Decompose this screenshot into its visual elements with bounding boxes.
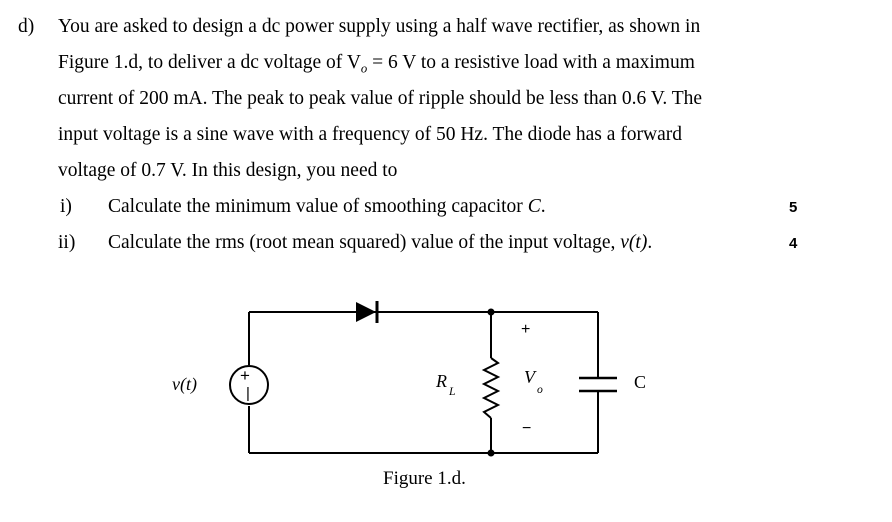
vo-minus-sign: − <box>522 420 532 437</box>
resistor-label: $R_L$ <box>436 371 456 399</box>
vo-label: $V_o$ <box>524 367 543 397</box>
source-label: v(t) <box>172 374 197 394</box>
part-i-text: Calculate the minimum value of smoothing capacitor C. <box>108 196 546 217</box>
question-label: d) <box>18 16 35 37</box>
question-line-5: voltage of 0.7 V. In this design, you need to <box>58 160 398 181</box>
question-line-4: input voltage is a sine wave with a frequency of 50 Hz. The diode has a forward <box>58 124 682 145</box>
figure-caption: Figure 1.d. <box>383 468 466 489</box>
question-line-2: Figure 1.d, to deliver a dc voltage of $V_o = 6$ V to a resistive load with a maximum <box>58 52 695 76</box>
vo-plus-sign: + <box>521 321 531 338</box>
part-i-label: i) <box>60 196 72 217</box>
part-ii-text: Calculate the rms (root mean squared) value of the input voltage, v(t). <box>108 232 653 253</box>
resistor-zigzag <box>484 358 498 418</box>
source-plus-sign: + <box>240 366 250 385</box>
diode <box>356 301 377 323</box>
source-minus-sign: | <box>246 385 250 402</box>
junction-dot-top <box>488 309 495 316</box>
capacitor-label: C <box>634 372 647 392</box>
part-ii-marks: 4 <box>789 235 798 252</box>
question-line-1: You are asked to design a dc power supply using a half wave rectifier, as shown in <box>58 16 701 37</box>
part-ii-label: ii) <box>58 232 76 253</box>
question-line-3: current of 200 mA. The peak to peak value of ripple should be less than 0.6 V. The <box>58 88 703 109</box>
junction-dot-bottom <box>488 450 495 457</box>
part-i-marks: 5 <box>789 199 798 216</box>
